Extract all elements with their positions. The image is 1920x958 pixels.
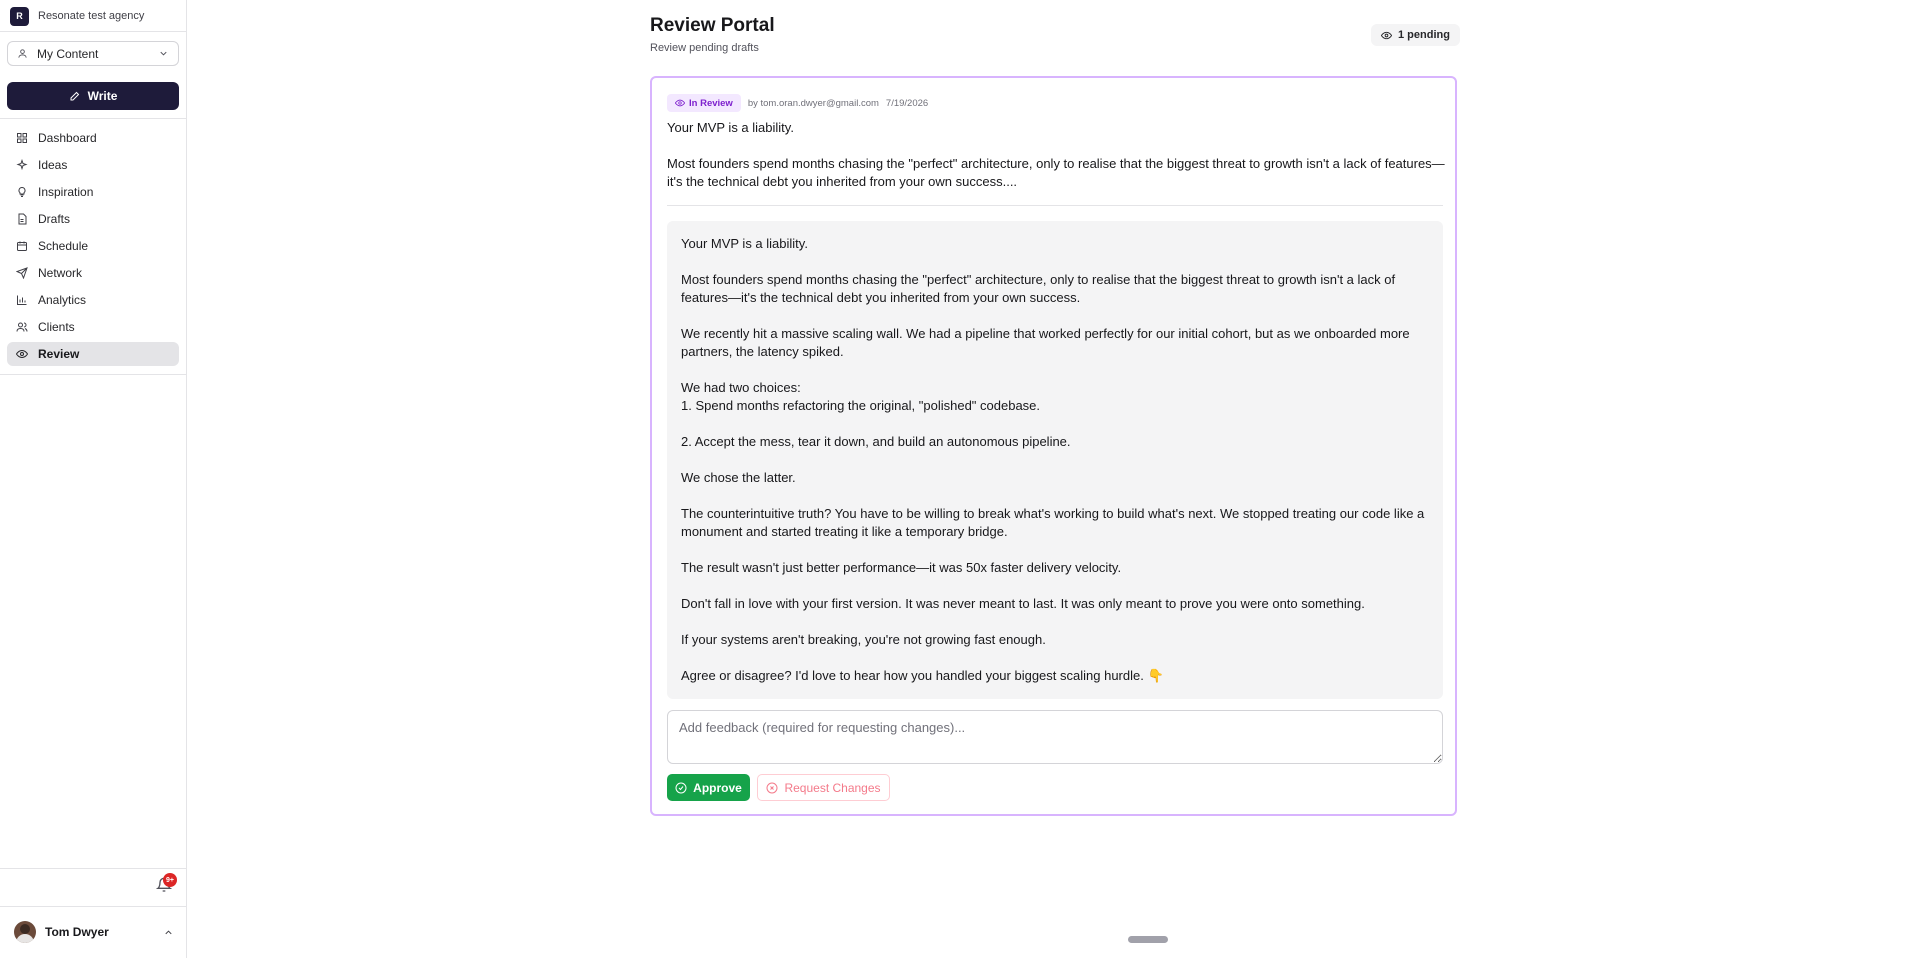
sidebar-item-label: Schedule (38, 239, 89, 253)
user-icon (17, 48, 28, 59)
sidebar-nav (7, 126, 179, 369)
scroll-handle[interactable] (1128, 936, 1168, 943)
sidebar-item-network[interactable] (7, 261, 179, 285)
draft-author: by tom.oran.dwyer@gmail.com (747, 97, 879, 109)
agency-logo: R (10, 7, 29, 26)
draft-date: 7/19/2026 (885, 97, 929, 109)
file-icon (16, 213, 28, 225)
check-circle-icon (675, 782, 687, 794)
draft-paragraph: Most founders spend months chasing the "perfect" architecture, only to realise that the biggest threat to growth isn't a lack of features—it's the technical debt you inherited from your own success. (681, 272, 1396, 305)
sidebar-item-label: Drafts (38, 212, 71, 226)
page-subtitle: Review pending drafts (650, 42, 759, 54)
eye-icon (16, 348, 28, 360)
divider (667, 205, 1443, 206)
sidebar-item-drafts[interactable] (7, 207, 179, 231)
user-menu[interactable] (14, 920, 174, 944)
chevron-up-icon (163, 927, 174, 938)
draft-paragraph: We chose the latter. (681, 470, 796, 485)
content-selector-label: My Content (37, 46, 99, 61)
main-content (188, 0, 1920, 958)
divider (0, 31, 186, 32)
chevron-down-icon (158, 48, 169, 59)
sidebar-item-clients[interactable] (7, 315, 179, 339)
sidebar-item-label: Dashboard (38, 131, 97, 145)
sidebar-item-label: Clients (38, 320, 75, 334)
draft-paragraph: We recently hit a massive scaling wall. We had a pipeline that worked perfectly for our initial cohort, but as we onboarded more partners, the latency spiked. (681, 326, 1410, 359)
sidebar-item-label: Review (38, 347, 80, 361)
x-circle-icon (766, 782, 778, 794)
pencil-icon (69, 90, 81, 102)
draft-paragraph: 1. Spend months refactoring the original, "polished" codebase. (681, 398, 1041, 413)
draft-paragraph: The result wasn't just better performance—it was 50x faster delivery velocity. (681, 560, 1122, 575)
eye-icon (1381, 30, 1392, 41)
divider (0, 118, 186, 119)
lightbulb-icon (16, 186, 28, 198)
draft-paragraph: Your MVP is a liability. (681, 236, 808, 251)
bar-chart-icon (16, 294, 28, 306)
status-badge (667, 94, 741, 112)
sidebar-item-inspiration[interactable] (7, 180, 179, 204)
user-name: Tom Dwyer (45, 925, 109, 939)
page-title: Review Portal (650, 15, 775, 36)
draft-paragraph: Don't fall in love with your first version. It was never meant to last. It was only meant to prove you were onto something. (681, 596, 1365, 611)
feedback-input[interactable] (667, 710, 1443, 764)
sidebar-item-dashboard[interactable] (7, 126, 179, 150)
draft-meta (667, 94, 928, 112)
draft-review-card (650, 76, 1457, 816)
approve-label: Approve (693, 780, 742, 795)
approve-button[interactable] (667, 774, 750, 801)
sparkles-icon (16, 159, 28, 171)
eye-icon (675, 98, 685, 108)
request-changes-label: Request Changes (784, 780, 881, 795)
divider (0, 906, 186, 907)
sidebar (0, 0, 187, 958)
sidebar-item-review[interactable] (7, 342, 179, 366)
send-icon (16, 267, 28, 279)
avatar (14, 921, 36, 943)
sidebar-item-label: Inspiration (38, 185, 94, 199)
preview-paragraph: Most founders spend months chasing the "perfect" architecture, only to realise that the biggest threat to growth isn't a lack of features—it's the technical debt you inherited from your own success.... (667, 156, 1445, 189)
calendar-icon (16, 240, 28, 252)
write-button[interactable] (7, 82, 179, 110)
grid-icon (16, 132, 28, 144)
request-changes-button[interactable] (757, 774, 890, 801)
draft-paragraph: 2. Accept the mess, tear it down, and build an autonomous pipeline. (681, 434, 1071, 449)
draft-paragraph: The counterintuitive truth? You have to be willing to break what's working to build what's next. We stopped treating our code like a monument and started treating it like a temporary bridge. (681, 506, 1425, 539)
divider (0, 868, 186, 869)
status-label: In Review (689, 97, 733, 109)
sidebar-item-ideas[interactable] (7, 153, 179, 177)
sidebar-item-label: Ideas (38, 158, 68, 172)
pending-count-badge (1371, 24, 1460, 46)
agency-name: Resonate test agency (38, 10, 145, 22)
sidebar-item-label: Analytics (38, 293, 87, 307)
sidebar-item-label: Network (38, 266, 83, 280)
preview-paragraph: Your MVP is a liability. (667, 120, 794, 135)
sidebar-item-analytics[interactable] (7, 288, 179, 312)
notification-badge: 9+ (163, 873, 177, 887)
agency-header[interactable] (10, 6, 144, 26)
sidebar-item-schedule[interactable] (7, 234, 179, 258)
draft-paragraph: Agree or disagree? I'd love to hear how you handled your biggest scaling hurdle. 👇 (681, 668, 1164, 683)
draft-paragraph: If your systems aren't breaking, you're not growing fast enough. (681, 632, 1046, 647)
draft-full-text (667, 221, 1443, 699)
divider (0, 374, 186, 375)
write-button-label: Write (87, 89, 118, 103)
users-icon (16, 321, 28, 333)
content-selector[interactable] (7, 41, 179, 66)
draft-paragraph: We had two choices: (681, 380, 801, 395)
draft-preview (667, 119, 1447, 209)
pending-count-label: 1 pending (1398, 29, 1450, 41)
